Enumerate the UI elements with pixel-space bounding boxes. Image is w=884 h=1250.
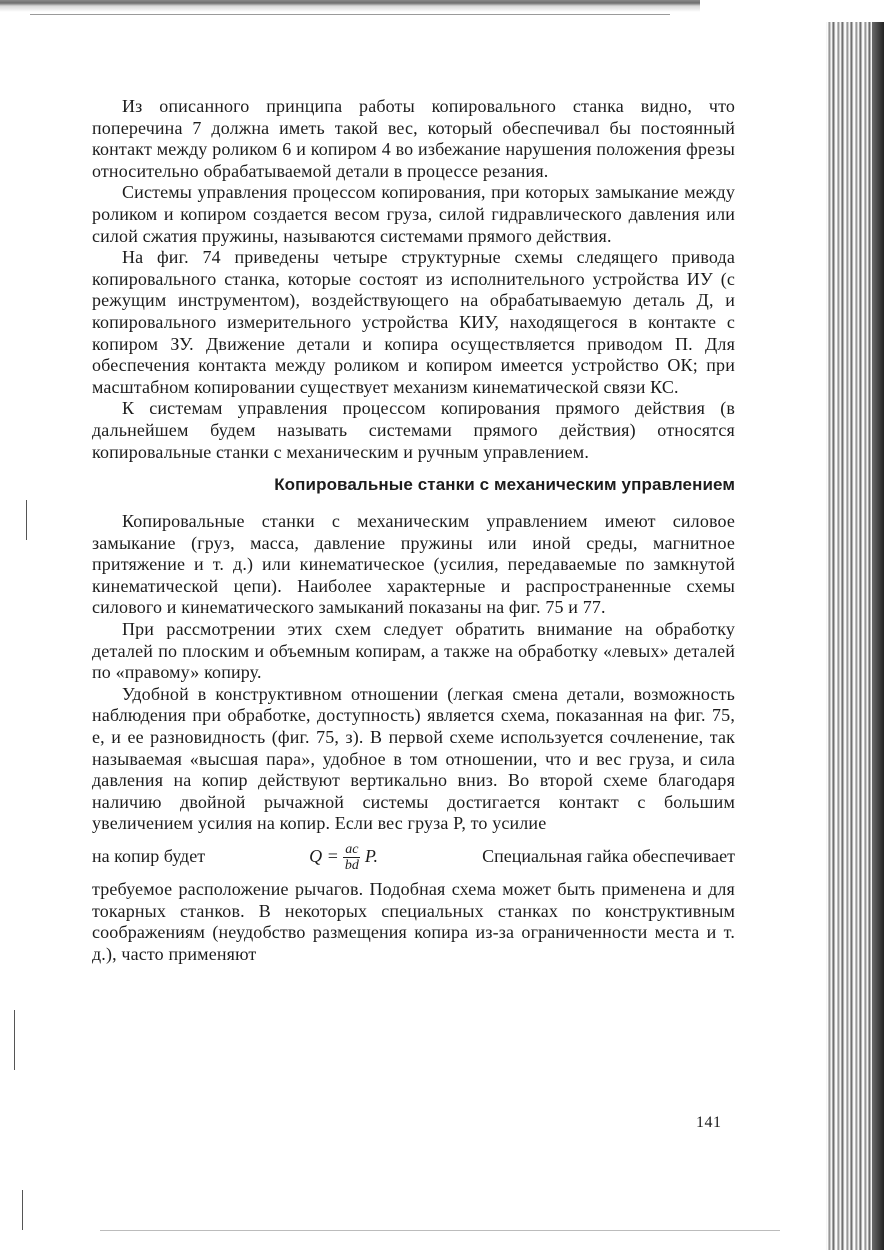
formula-line: [92, 835, 735, 879]
section-heading: Копировальные станки с механическим управлением: [274, 475, 735, 495]
fraction-numerator: ac: [345, 841, 359, 857]
paragraph-1: Из описанного принципа работы копировального станка видно, что поперечина 7 должна иметь такой вес, который обеспечивал бы постоянный контакт между роликом 6 и копиром 4 во избежание нарушения положения фрезы относительно обрабатываемой детали в процессе резания.: [92, 96, 735, 181]
formula-text-before: на копир будет: [92, 846, 206, 867]
page-text-block: [92, 96, 735, 965]
scan-binding-shadow: [872, 22, 884, 1250]
fraction-denominator: bd: [344, 857, 359, 873]
scan-margin-mark: [22, 1190, 23, 1230]
scan-top-edge: [0, 0, 700, 14]
paragraph-8: требуемое расположение рычагов. Подобная схема может быть применена и для токарных станков. В некоторых специальных станках по конструктивным соображениям (неудобство размещения копира из-за ограниченности места и т. д.), часто применяют: [92, 879, 735, 964]
paragraph-4: К системам управления процессом копирования прямого действия (в дальнейшем будем называть системами прямого действия) относятся копировальные станки с механическим и ручным управлением.: [92, 398, 735, 462]
scan-bottom-line: [100, 1230, 780, 1231]
paragraph-6: При рассмотрении этих схем следует обратить внимание на обработку деталей по плоским и объемным копирам, а также на обработку «левых» деталей по «правому» копиру.: [92, 619, 735, 683]
scan-top-line: [30, 14, 670, 15]
formula: [309, 842, 378, 873]
paragraph-5: Копировальные станки с механическим управлением имеют силовое замыкание (груз, масса, давление пружины или иной среды, магнитное притяжение и т. д.) или кинематическое (усилия, передаваемые по замкнутой кинематической цепи). Наиболее характерные и распространенные схемы силового и кинематического замыканий показаны на фиг. 75 и 77.: [92, 511, 735, 618]
scan-margin-mark: [26, 500, 27, 540]
paragraph-2: Системы управления процессом копирования, при которых замыкание между роликом и копиром создается весом груза, силой гидравлического давления или силой сжатия пружины, называются системами прямого действия.: [92, 182, 735, 246]
formula-text-after: Специальная гайка обеспечивает: [482, 846, 735, 867]
paragraph-7: Удобной в конструктивном отношении (легкая смена детали, возможность наблюдения при обработке, доступность) является схема, показанная на фиг. 75, е, и ее разновидность (фиг. 75, з). В первой схеме используется сочленение, так называемая «высшая пара», удобное в том отношении, что и вес груза, и сила давления на копир действуют вертикально вниз. Во второй схеме благодаря наличию двойной рычажной системы достигается контакт с большим увеличением усилия на копир. Если вес груза P, то усилие: [92, 683, 735, 834]
formula-fraction: [343, 842, 361, 873]
formula-rhs: P.: [364, 846, 378, 867]
page-number: 141: [696, 1114, 722, 1131]
formula-lhs: Q =: [309, 846, 339, 867]
paragraph-3: На фиг. 74 приведены четыре структурные схемы следящего привода копировального станка, которые состоят из исполнительного устройства ИУ (с режущим инструментом), воздействующего на обрабатываемую деталь Д, и копировального измерительного устройства КИУ, находящегося в контакте с копиром ЗУ. Движение детали и копира осуществляется приводом П. Для обеспечения контакта между роликом и копиром имеется устройство ОК; при масштабном копировании существует механизм кинематической связи КС.: [92, 247, 735, 397]
scan-margin-mark: [14, 1010, 15, 1070]
